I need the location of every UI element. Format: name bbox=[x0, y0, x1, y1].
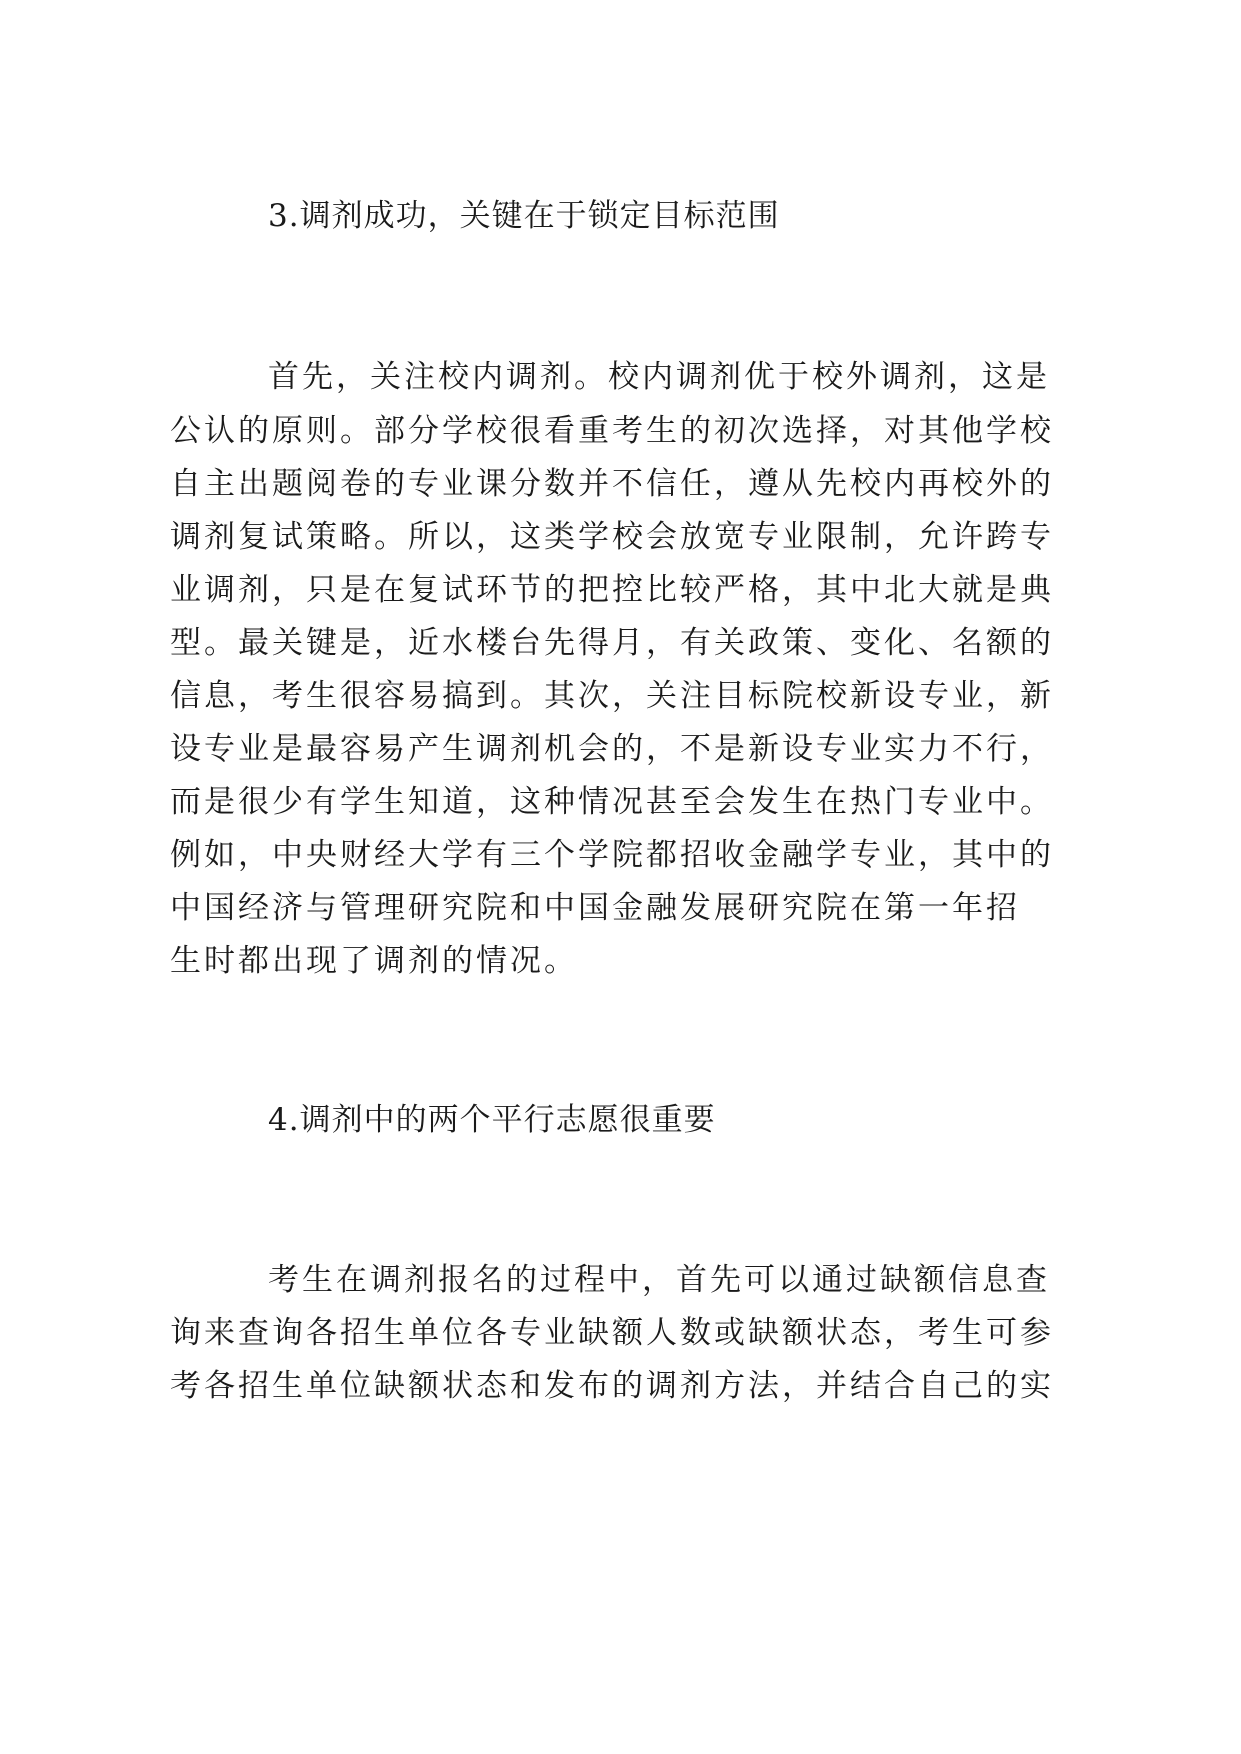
paragraph-line: 首先，关注校内调剂。校内调剂优于校外调剂，这是 bbox=[268, 359, 1050, 395]
paragraph-line: 调剂复试策略。所以，这类学校会放宽专业限制，允许跨专 bbox=[170, 519, 1054, 555]
paragraph-line: 考各招生单位缺额状态和发布的调剂方法，并结合自己的实 bbox=[170, 1368, 1054, 1404]
paragraph-line: 而是很少有学生知道，这种情况甚至会发生在热门专业中。 bbox=[170, 784, 1054, 820]
paragraph-line: 信息，考生很容易搞到。其次，关注目标院校新设专业，新 bbox=[170, 678, 1054, 714]
paragraph-line: 生时都出现了调剂的情况。 bbox=[170, 943, 578, 979]
paragraph-line: 询来查询各招生单位各专业缺额人数或缺额状态，考生可参 bbox=[170, 1315, 1054, 1351]
paragraph-line: 例如，中央财经大学有三个学院都招收金融学专业，其中的 bbox=[170, 837, 1054, 873]
paragraph-line: 公认的原则。部分学校很看重考生的初次选择，对其他学校 bbox=[170, 413, 1054, 449]
section-heading-3: 3.调剂成功，关键在于锁定目标范围 bbox=[268, 198, 780, 234]
paragraph-line: 自主出题阅卷的专业课分数并不信任，遵从先校内再校外的 bbox=[170, 466, 1054, 502]
paragraph-line: 中国经济与管理研究院和中国金融发展研究院在第一年招 bbox=[170, 890, 1020, 926]
paragraph-line: 考生在调剂报名的过程中，首先可以通过缺额信息查 bbox=[268, 1262, 1050, 1298]
paragraph-line: 设专业是最容易产生调剂机会的，不是新设专业实力不行， bbox=[170, 731, 1054, 767]
paragraph-line: 型。最关键是，近水楼台先得月，有关政策、变化、名额的 bbox=[170, 625, 1054, 661]
section-heading-4: 4.调剂中的两个平行志愿很重要 bbox=[268, 1102, 716, 1138]
paragraph-line: 业调剂，只是在复试环节的把控比较严格，其中北大就是典 bbox=[170, 572, 1054, 608]
